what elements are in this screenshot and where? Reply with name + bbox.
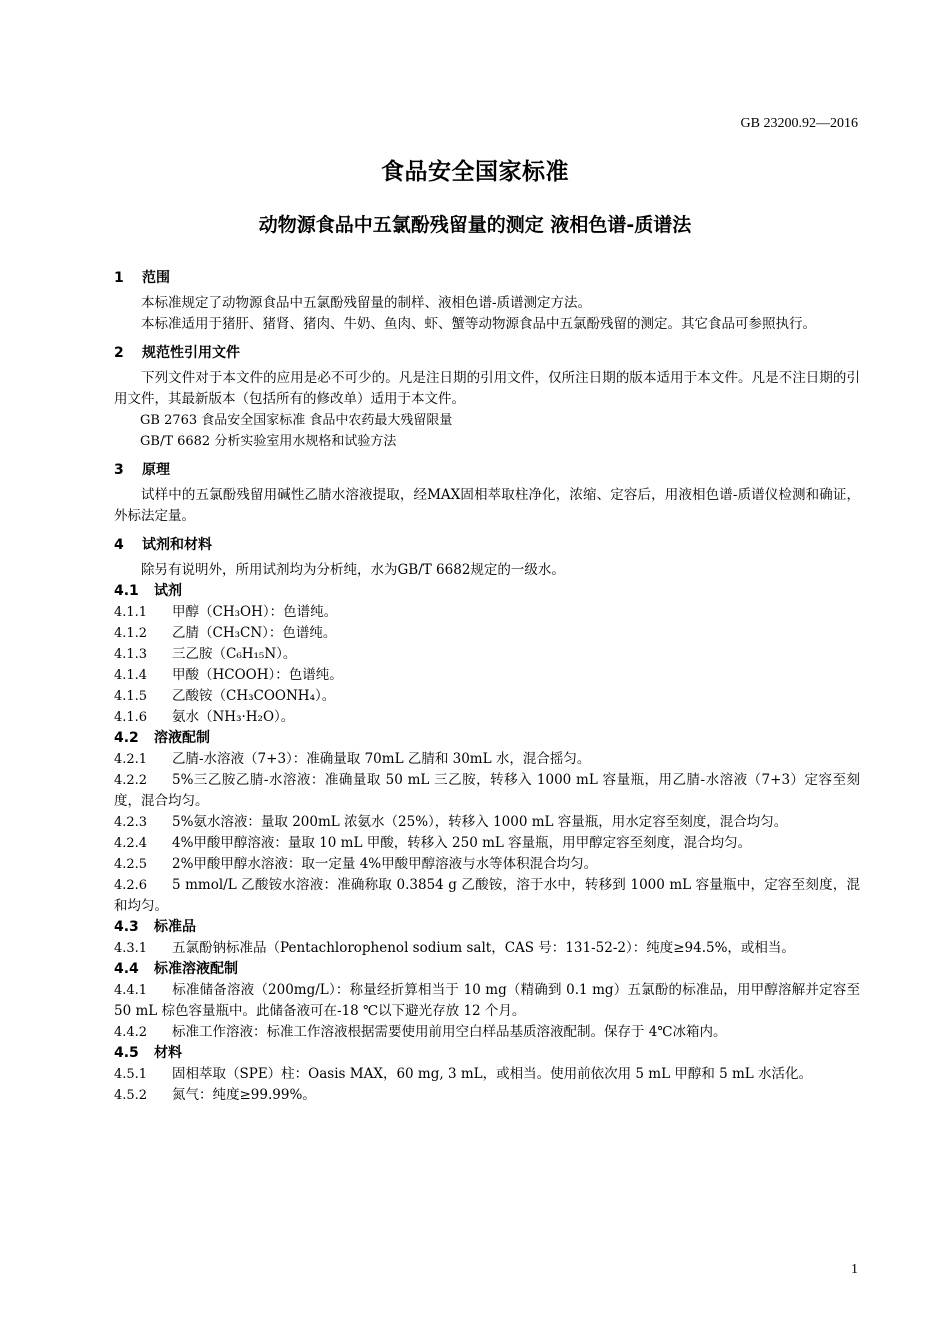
list-item [114,980,860,1022]
section-heading-normative-references: 2 规范性引用文件 [114,345,240,361]
list-item [114,749,860,770]
list-item [114,854,860,875]
document-title: 食品安全国家标准 [381,159,569,185]
document-subtitle: 动物源食品中五氯酚残留量的测定 液相色谱-质谱法 [258,214,692,236]
item-text: 5%三乙胺乙腈-水溶液：准确量取 50 mL 三乙胺，转移入 1000 mL 容量瓶，用乙腈-水溶液（7+3）定容至刻度，混合均匀。 [114,772,860,809]
item-list [114,1064,860,1106]
item-number: 4.1.5 [114,689,148,704]
item-text: 乙腈（CH₃CN）：色谱纯。 [172,625,337,641]
item-number: 4.1.3 [114,647,148,662]
item-text: 2%甲酸甲醇水溶液：取一定量 4%甲酸甲醇溶液与水等体积混合均匀。 [172,856,598,872]
item-text: 氨水（NH₃·H₂O）。 [172,709,295,725]
item-text: 标准工作溶液：标准工作溶液根据需要使用前用空白样品基质溶液配制。保存于 4℃冰箱内。 [172,1024,727,1040]
item-number: 4.3.1 [114,941,148,956]
subsection-heading-standards: 4.3 标准品 [114,919,196,935]
item-number: 4.4.2 [114,1025,148,1040]
list-item [114,875,860,917]
page-number: 1 [851,1262,858,1277]
item-text: 甲醇（CH₃OH）：色谱纯。 [172,604,338,620]
item-text: 甲酸（HCOOH）：色谱纯。 [172,667,343,683]
item-number: 4.1.1 [114,605,148,620]
item-list [114,749,860,917]
item-text: 5%氨水溶液：量取 200mL 浓氨水（25%），转移入 1000 mL 容量瓶，用水定容至刻度，混合均匀。 [172,814,788,830]
list-item [114,686,860,707]
subsection-heading-reagents: 4.1 试剂 [114,583,182,599]
item-text: 三乙胺（C₆H₁₅N）。 [172,646,297,662]
item-text: 5 mmol/L 乙酸铵水溶液：准确称取 0.3854 g 乙酸铵，溶于水中，转移到 1000 mL 容量瓶中，定容至刻度，混和均匀。 [114,877,860,914]
item-text: 氮气：纯度≥99.99%。 [172,1087,316,1103]
list-item [114,1085,860,1106]
item-number: 4.2.5 [114,857,148,872]
standard-number: GB 23200.92—2016 [740,116,858,131]
section-heading-reagents: 4 试剂和材料 [114,537,212,553]
list-item [114,665,860,686]
item-number: 4.5.1 [114,1067,148,1082]
paragraph: 除另有说明外，所用试剂均为分析纯，水为GB/T 6682规定的一级水。 [141,562,565,578]
item-list [114,980,860,1043]
subsection-heading-materials: 4.5 材料 [114,1045,182,1061]
item-number: 4.2.3 [114,815,148,830]
list-item [114,707,860,728]
item-text: 乙腈-水溶液（7+3）：准确量取 70mL 乙腈和 30mL 水，混合摇匀。 [172,751,591,767]
section-heading-scope: 1 范围 [114,270,170,286]
item-number: 4.1.2 [114,626,148,641]
reference-item: GB/T 6682 分析实验室用水规格和试验方法 [140,434,397,449]
item-number: 4.1.6 [114,710,148,725]
paragraph: 本标准规定了动物源食品中五氯酚残留量的制样、液相色谱-质谱测定方法。 [141,295,592,311]
list-item [114,623,860,644]
item-list [114,938,860,959]
item-number: 4.2.2 [114,773,148,788]
subsection-heading-standard-solutions: 4.4 标准溶液配制 [114,961,238,977]
document-body [114,260,860,1106]
item-text: 乙酸铵（CH₃COONH₄）。 [172,688,336,704]
list-item [114,812,860,833]
list-item [114,1064,860,1085]
list-item [114,770,860,812]
item-text: 标准储备溶液（200mg/L）：称量经折算相当于 10 mg（精确到 0.1 mg）五氯酚的标准品，用甲醇溶解并定容至 50 mL 棕色容量瓶中。此储备液可在-18 ℃以下避光存放 12 个月。 [114,982,860,1019]
item-number: 4.4.1 [114,983,148,998]
paragraph: 试样中的五氯酚残留用碱性乙腈水溶液提取，经MAX固相萃取柱净化，浓缩、定容后，用液相色谱-质谱仪检测和确证，外标法定量。 [114,487,860,524]
item-text: 固相萃取（SPE）柱：Oasis MAX，60 mg, 3 mL，或相当。使用前依次用 5 mL 甲醇和 5 mL 水活化。 [172,1066,813,1082]
item-text: 4%甲酸甲醇溶液：量取 10 mL 甲酸，转移入 250 mL 容量瓶，用甲醇定容至刻度，混合均匀。 [172,835,752,851]
item-number: 4.1.4 [114,668,148,683]
item-number: 4.2.4 [114,836,148,851]
item-list [114,602,860,728]
section-heading-principle: 3 原理 [114,462,170,478]
item-number: 4.2.1 [114,752,148,767]
list-item [114,833,860,854]
paragraph: 下列文件对于本文件的应用是必不可少的。凡是注日期的引用文件，仅所注日期的版本适用于本文件。凡是不注日期的引用文件，其最新版本（包括所有的修改单）适用于本文件。 [114,370,860,407]
reference-item: GB 2763 食品安全国家标准 食品中农药最大残留限量 [140,413,453,428]
subsection-heading-solution-prep: 4.2 溶液配制 [114,730,210,746]
paragraph: 本标准适用于猪肝、猪肾、猪肉、牛奶、鱼肉、虾、蟹等动物源食品中五氯酚残留的测定。其它食品可参照执行。 [141,316,816,332]
item-number: 4.5.2 [114,1088,148,1103]
item-text: 五氯酚钠标准品（Pentachlorophenol sodium salt，CAS 号：131-52-2）：纯度≥94.5%，或相当。 [172,940,795,956]
list-item [114,938,860,959]
list-item [114,602,860,623]
list-item [114,644,860,665]
list-item [114,1022,860,1043]
item-number: 4.2.6 [114,878,148,893]
